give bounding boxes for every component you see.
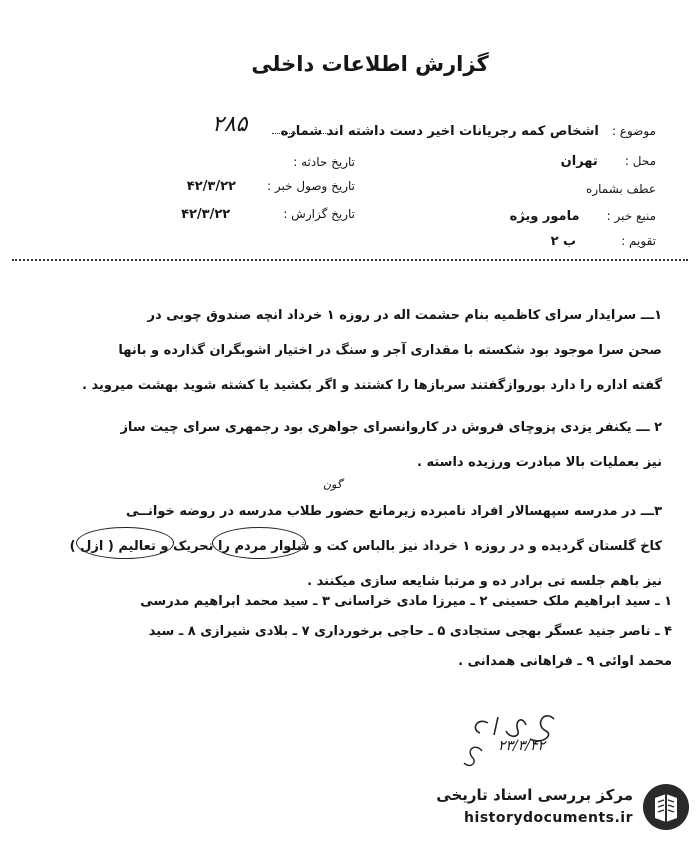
paragraph-1 (42, 298, 662, 403)
paragraph-line: ۳ـــ در مدرسه سپهسالار افراد نامبرده زیرمانع حضور طلاب مدرسه در روضه خوانــی (125, 504, 662, 519)
source-label: منبع خبر : (606, 209, 656, 223)
paragraph-2 (42, 410, 662, 480)
header-divider (12, 259, 688, 261)
paragraph-line: گفته اداره را دارد بوروازگفتند سربازها را کشتند و اگر بکشید یا کشته شوید بهشت میروید . (82, 378, 662, 393)
subject-value: اشخاص کمه رجریانات اخیر دست داشته اند شماره (280, 124, 599, 139)
place-field (561, 150, 656, 169)
names-line: ۱ ـ سید ابراهیم ملک حسینی ۲ ـ میرزا مادی خراسانی ۳ ـ سید محمد ابراهیم مدرسی (140, 594, 672, 609)
handwritten-circle (212, 527, 306, 559)
report-date-value: ۴۲/۳/۲۲ (181, 207, 231, 222)
document-title: گزارش اطلاعات داخلی (251, 52, 489, 76)
watermark-title: مرکز بررسی اسناد تاریخی (436, 786, 633, 804)
names-list (32, 587, 672, 677)
paragraph-line: کاخ گلستان گردیده و در روزه ۱ خرداد نیز بالباس کت و شلوار مردم را تحریک و تعالیم ( ازل ) (69, 539, 662, 554)
paragraph-3-note: گون (323, 478, 342, 491)
ref-field (586, 178, 656, 197)
place-label: محل : (624, 154, 656, 168)
names-line: ۴ ـ ناصر جنید عسگر بهجی ستجادی ۵ ـ حاجی برخورداری ۷ ـ بلادی شیرازی ۸ ـ سید (148, 624, 672, 639)
evaluation-field (551, 230, 656, 249)
receipt-date-value: ۴۲/۳/۲۲ (186, 179, 236, 194)
paragraph-line: نیز بعملیات بالا مبادرت ورزیده داسته . (417, 455, 662, 470)
report-date-field (181, 203, 355, 222)
report-date-label: تاریخ گزارش : (283, 207, 355, 221)
incident-date-label: تاریخ حادثه : (293, 155, 355, 169)
source-field (510, 205, 656, 224)
receipt-date-field (187, 175, 355, 194)
subject-label: موضوع : (611, 124, 656, 138)
paragraph-line: ۱ـــ سرایدار سرای کاظمیه بنام حشمت اله در روزه ۱ خرداد انچه صندوق چوبی در (147, 308, 662, 323)
archive-logo-icon (641, 782, 691, 832)
handwritten-circle (76, 527, 174, 559)
page-number: ۲۸۵ (212, 112, 248, 137)
paragraph-line: ۲ ـــ یکنفر یزدی پزوچای فروش در کاروانسرای جواهری بود رجمهری سرای چیت ساز (120, 420, 662, 435)
names-line: محمد اوائی ۹ ـ فراهانی همدانی . (458, 654, 672, 669)
watermark-url[interactable]: historydocuments.ir (464, 810, 633, 826)
receipt-date-label: تاریخ وصول خبر : (267, 179, 355, 193)
signature-initials: ۲۳/۳/۴۲ (498, 738, 546, 754)
place-value: تهران (560, 154, 598, 169)
incident-date-field (293, 151, 355, 170)
subject-dotted-line (272, 133, 330, 134)
evaluation-value: ب ۲ (550, 234, 577, 249)
paragraph-line: صحن سرا موجود بود شکسته با مقداری آجر و سنگ در اختیار اشوبگران گذارده و بانها (118, 343, 662, 358)
watermark (405, 780, 695, 836)
source-value: مامور ویژه (509, 209, 580, 224)
paragraph-line: نیز باهم جلسه تی برادر ده و مرتبا شایعه سازی میکنند . (307, 574, 662, 589)
subject-field (281, 120, 656, 139)
ref-label: عطف بشماره (586, 182, 656, 196)
evaluation-label: تقویم : (621, 234, 656, 248)
